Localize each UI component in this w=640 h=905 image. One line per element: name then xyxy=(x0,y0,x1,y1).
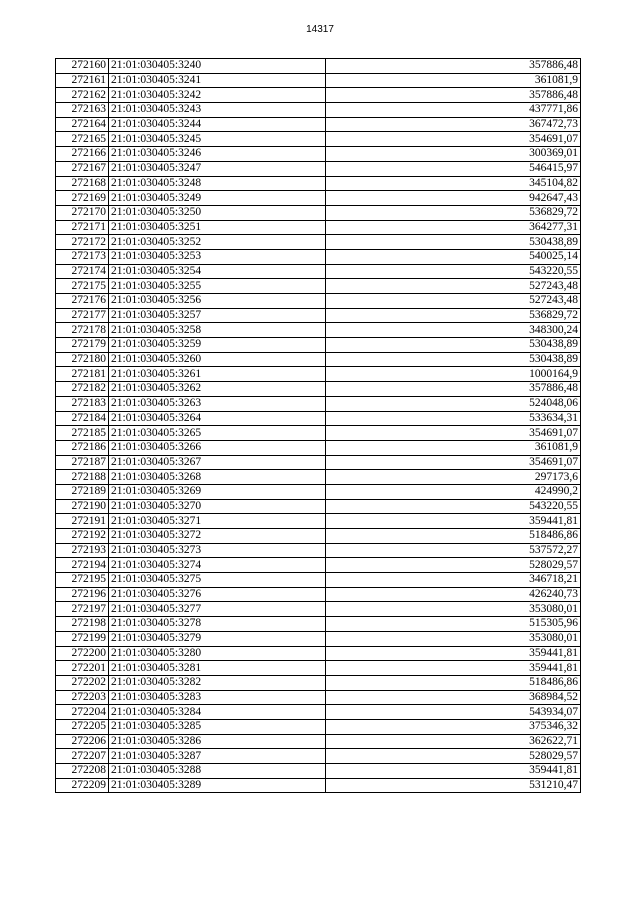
row-number-cell: 272164 xyxy=(56,117,109,132)
cadastral-number-cell: 21:01:030405:3240 xyxy=(109,59,326,74)
row-number-cell: 272189 xyxy=(56,484,109,499)
cadastral-number-cell: 21:01:030405:3282 xyxy=(109,675,326,690)
row-number-cell: 272188 xyxy=(56,470,109,485)
cadastral-number-cell: 21:01:030405:3254 xyxy=(109,264,326,279)
table-row xyxy=(56,631,581,646)
cadastral-number-cell: 21:01:030405:3263 xyxy=(109,396,326,411)
cadastral-number-cell: 21:01:030405:3244 xyxy=(109,117,326,132)
cadastral-value-cell: 345104,82 xyxy=(326,176,581,191)
cadastral-number-cell: 21:01:030405:3255 xyxy=(109,279,326,294)
table-row xyxy=(56,573,581,588)
cadastral-value-cell: 424990,2 xyxy=(326,484,581,499)
table-row xyxy=(56,558,581,573)
cadastral-number-cell: 21:01:030405:3247 xyxy=(109,161,326,176)
table-row xyxy=(56,455,581,470)
cadastral-value-cell: 353080,01 xyxy=(326,602,581,617)
cadastral-number-cell: 21:01:030405:3288 xyxy=(109,764,326,779)
row-number-cell: 272201 xyxy=(56,661,109,676)
row-number-cell: 272176 xyxy=(56,294,109,309)
cadastral-number-cell: 21:01:030405:3251 xyxy=(109,220,326,235)
row-number-cell: 272198 xyxy=(56,617,109,632)
cadastral-value-cell: 361081,9 xyxy=(326,440,581,455)
cadastral-value-table xyxy=(55,58,581,793)
row-number-cell: 272183 xyxy=(56,396,109,411)
table-row xyxy=(56,249,581,264)
cadastral-number-cell: 21:01:030405:3280 xyxy=(109,646,326,661)
table-row xyxy=(56,690,581,705)
table-row xyxy=(56,529,581,544)
table-body xyxy=(56,59,581,793)
cadastral-value-cell: 527243,48 xyxy=(326,279,581,294)
row-number-cell: 272161 xyxy=(56,73,109,88)
page-number: 14317 xyxy=(306,24,334,35)
row-number-cell: 272167 xyxy=(56,161,109,176)
cadastral-value-cell: 297173,6 xyxy=(326,470,581,485)
cadastral-number-cell: 21:01:030405:3284 xyxy=(109,705,326,720)
table-row xyxy=(56,279,581,294)
cadastral-number-cell: 21:01:030405:3267 xyxy=(109,455,326,470)
cadastral-number-cell: 21:01:030405:3277 xyxy=(109,602,326,617)
table-row xyxy=(56,88,581,103)
row-number-cell: 272173 xyxy=(56,249,109,264)
cadastral-value-cell: 530438,89 xyxy=(326,352,581,367)
table-row xyxy=(56,323,581,338)
cadastral-value-cell: 524048,06 xyxy=(326,396,581,411)
cadastral-number-cell: 21:01:030405:3276 xyxy=(109,587,326,602)
table-row xyxy=(56,220,581,235)
table-row xyxy=(56,382,581,397)
cadastral-value-cell: 528029,57 xyxy=(326,558,581,573)
cadastral-value-cell: 359441,81 xyxy=(326,764,581,779)
cadastral-number-cell: 21:01:030405:3246 xyxy=(109,147,326,162)
table-row xyxy=(56,646,581,661)
cadastral-number-cell: 21:01:030405:3287 xyxy=(109,749,326,764)
row-number-cell: 272171 xyxy=(56,220,109,235)
row-number-cell: 272165 xyxy=(56,132,109,147)
row-number-cell: 272209 xyxy=(56,778,109,793)
cadastral-number-cell: 21:01:030405:3260 xyxy=(109,352,326,367)
cadastral-value-cell: 543220,55 xyxy=(326,264,581,279)
row-number-cell: 272172 xyxy=(56,235,109,250)
row-number-cell: 272204 xyxy=(56,705,109,720)
cadastral-number-cell: 21:01:030405:3259 xyxy=(109,338,326,353)
cadastral-value-cell: 546415,97 xyxy=(326,161,581,176)
cadastral-value-cell: 354691,07 xyxy=(326,455,581,470)
cadastral-number-cell: 21:01:030405:3264 xyxy=(109,411,326,426)
table-row xyxy=(56,352,581,367)
cadastral-number-cell: 21:01:030405:3274 xyxy=(109,558,326,573)
table-row xyxy=(56,587,581,602)
row-number-cell: 272190 xyxy=(56,499,109,514)
row-number-cell: 272202 xyxy=(56,675,109,690)
cadastral-value-cell: 518486,86 xyxy=(326,529,581,544)
row-number-cell: 272160 xyxy=(56,59,109,74)
cadastral-number-cell: 21:01:030405:3273 xyxy=(109,543,326,558)
table-row xyxy=(56,264,581,279)
table-row xyxy=(56,499,581,514)
row-number-cell: 272196 xyxy=(56,587,109,602)
cadastral-value-cell: 533634,31 xyxy=(326,411,581,426)
table-row xyxy=(56,103,581,118)
row-number-cell: 272168 xyxy=(56,176,109,191)
row-number-cell: 272197 xyxy=(56,602,109,617)
cadastral-number-cell: 21:01:030405:3279 xyxy=(109,631,326,646)
cadastral-value-cell: 354691,07 xyxy=(326,426,581,441)
row-number-cell: 272177 xyxy=(56,308,109,323)
cadastral-value-cell: 346718,21 xyxy=(326,573,581,588)
cadastral-value-cell: 543220,55 xyxy=(326,499,581,514)
cadastral-number-cell: 21:01:030405:3269 xyxy=(109,484,326,499)
cadastral-value-cell: 515305,96 xyxy=(326,617,581,632)
row-number-cell: 272162 xyxy=(56,88,109,103)
table-row xyxy=(56,778,581,793)
table-row xyxy=(56,147,581,162)
row-number-cell: 272192 xyxy=(56,529,109,544)
table-row xyxy=(56,396,581,411)
table-row xyxy=(56,764,581,779)
table-row xyxy=(56,602,581,617)
row-number-cell: 272180 xyxy=(56,352,109,367)
cadastral-number-cell: 21:01:030405:3250 xyxy=(109,205,326,220)
cadastral-number-cell: 21:01:030405:3262 xyxy=(109,382,326,397)
table-row xyxy=(56,161,581,176)
table-row xyxy=(56,749,581,764)
cadastral-number-cell: 21:01:030405:3268 xyxy=(109,470,326,485)
cadastral-value-cell: 367472,73 xyxy=(326,117,581,132)
table-row xyxy=(56,705,581,720)
table-row xyxy=(56,543,581,558)
table-row xyxy=(56,734,581,749)
row-number-cell: 272195 xyxy=(56,573,109,588)
row-number-cell: 272191 xyxy=(56,514,109,529)
row-number-cell: 272207 xyxy=(56,749,109,764)
cadastral-value-cell: 528029,57 xyxy=(326,749,581,764)
table-row xyxy=(56,191,581,206)
cadastral-number-cell: 21:01:030405:3243 xyxy=(109,103,326,118)
cadastral-value-cell: 531210,47 xyxy=(326,778,581,793)
row-number-cell: 272206 xyxy=(56,734,109,749)
cadastral-value-cell: 300369,01 xyxy=(326,147,581,162)
cadastral-value-cell: 942647,43 xyxy=(326,191,581,206)
cadastral-value-cell: 353080,01 xyxy=(326,631,581,646)
cadastral-value-cell: 357886,48 xyxy=(326,88,581,103)
table-row xyxy=(56,73,581,88)
cadastral-value-cell: 362622,71 xyxy=(326,734,581,749)
cadastral-number-cell: 21:01:030405:3275 xyxy=(109,573,326,588)
cadastral-value-cell: 357886,48 xyxy=(326,59,581,74)
table-row xyxy=(56,338,581,353)
row-number-cell: 272194 xyxy=(56,558,109,573)
cadastral-number-cell: 21:01:030405:3256 xyxy=(109,294,326,309)
row-number-cell: 272182 xyxy=(56,382,109,397)
row-number-cell: 272178 xyxy=(56,323,109,338)
row-number-cell: 272203 xyxy=(56,690,109,705)
cadastral-number-cell: 21:01:030405:3252 xyxy=(109,235,326,250)
table-row xyxy=(56,675,581,690)
cadastral-value-cell: 530438,89 xyxy=(326,338,581,353)
cadastral-number-cell: 21:01:030405:3272 xyxy=(109,529,326,544)
table-row xyxy=(56,294,581,309)
cadastral-value-cell: 543934,07 xyxy=(326,705,581,720)
table-row xyxy=(56,484,581,499)
cadastral-number-cell: 21:01:030405:3265 xyxy=(109,426,326,441)
cadastral-number-cell: 21:01:030405:3286 xyxy=(109,734,326,749)
row-number-cell: 272208 xyxy=(56,764,109,779)
row-number-cell: 272186 xyxy=(56,440,109,455)
cadastral-value-cell: 357886,48 xyxy=(326,382,581,397)
cadastral-number-cell: 21:01:030405:3245 xyxy=(109,132,326,147)
row-number-cell: 272179 xyxy=(56,338,109,353)
cadastral-number-cell: 21:01:030405:3248 xyxy=(109,176,326,191)
table-row xyxy=(56,411,581,426)
row-number-cell: 272185 xyxy=(56,426,109,441)
table-row xyxy=(56,440,581,455)
table-row xyxy=(56,617,581,632)
table-row xyxy=(56,132,581,147)
cadastral-number-cell: 21:01:030405:3241 xyxy=(109,73,326,88)
cadastral-value-cell: 364277,31 xyxy=(326,220,581,235)
cadastral-value-cell: 354691,07 xyxy=(326,132,581,147)
cadastral-number-cell: 21:01:030405:3278 xyxy=(109,617,326,632)
row-number-cell: 272166 xyxy=(56,147,109,162)
row-number-cell: 272170 xyxy=(56,205,109,220)
cadastral-value-cell: 518486,86 xyxy=(326,675,581,690)
table-row xyxy=(56,367,581,382)
row-number-cell: 272193 xyxy=(56,543,109,558)
cadastral-number-cell: 21:01:030405:3285 xyxy=(109,719,326,734)
cadastral-number-cell: 21:01:030405:3253 xyxy=(109,249,326,264)
cadastral-number-cell: 21:01:030405:3281 xyxy=(109,661,326,676)
cadastral-value-cell: 348300,24 xyxy=(326,323,581,338)
row-number-cell: 272187 xyxy=(56,455,109,470)
cadastral-value-cell: 1000164,9 xyxy=(326,367,581,382)
cadastral-number-cell: 21:01:030405:3283 xyxy=(109,690,326,705)
cadastral-number-cell: 21:01:030405:3258 xyxy=(109,323,326,338)
row-number-cell: 272163 xyxy=(56,103,109,118)
row-number-cell: 272200 xyxy=(56,646,109,661)
table-row xyxy=(56,719,581,734)
table-row xyxy=(56,308,581,323)
cadastral-number-cell: 21:01:030405:3261 xyxy=(109,367,326,382)
cadastral-number-cell: 21:01:030405:3270 xyxy=(109,499,326,514)
row-number-cell: 272199 xyxy=(56,631,109,646)
cadastral-value-cell: 361081,9 xyxy=(326,73,581,88)
cadastral-value-cell: 426240,73 xyxy=(326,587,581,602)
cadastral-value-cell: 375346,32 xyxy=(326,719,581,734)
table-row xyxy=(56,59,581,74)
row-number-cell: 272175 xyxy=(56,279,109,294)
cadastral-value-cell: 540025,14 xyxy=(326,249,581,264)
cadastral-value-cell: 359441,81 xyxy=(326,514,581,529)
row-number-cell: 272174 xyxy=(56,264,109,279)
cadastral-number-cell: 21:01:030405:3289 xyxy=(109,778,326,793)
cadastral-number-cell: 21:01:030405:3249 xyxy=(109,191,326,206)
table-row xyxy=(56,117,581,132)
table-row xyxy=(56,661,581,676)
table-row xyxy=(56,470,581,485)
table-row xyxy=(56,426,581,441)
cadastral-value-cell: 359441,81 xyxy=(326,661,581,676)
table-row xyxy=(56,514,581,529)
cadastral-value-cell: 437771,86 xyxy=(326,103,581,118)
cadastral-number-cell: 21:01:030405:3242 xyxy=(109,88,326,103)
row-number-cell: 272169 xyxy=(56,191,109,206)
cadastral-value-cell: 530438,89 xyxy=(326,235,581,250)
table-row xyxy=(56,176,581,191)
cadastral-value-cell: 527243,48 xyxy=(326,294,581,309)
cadastral-value-cell: 537572,27 xyxy=(326,543,581,558)
cadastral-value-cell: 536829,72 xyxy=(326,205,581,220)
table-row xyxy=(56,235,581,250)
table-row xyxy=(56,205,581,220)
row-number-cell: 272181 xyxy=(56,367,109,382)
cadastral-number-cell: 21:01:030405:3257 xyxy=(109,308,326,323)
row-number-cell: 272205 xyxy=(56,719,109,734)
row-number-cell: 272184 xyxy=(56,411,109,426)
cadastral-value-cell: 536829,72 xyxy=(326,308,581,323)
cadastral-value-cell: 368984,52 xyxy=(326,690,581,705)
cadastral-value-cell: 359441,81 xyxy=(326,646,581,661)
cadastral-number-cell: 21:01:030405:3271 xyxy=(109,514,326,529)
cadastral-number-cell: 21:01:030405:3266 xyxy=(109,440,326,455)
